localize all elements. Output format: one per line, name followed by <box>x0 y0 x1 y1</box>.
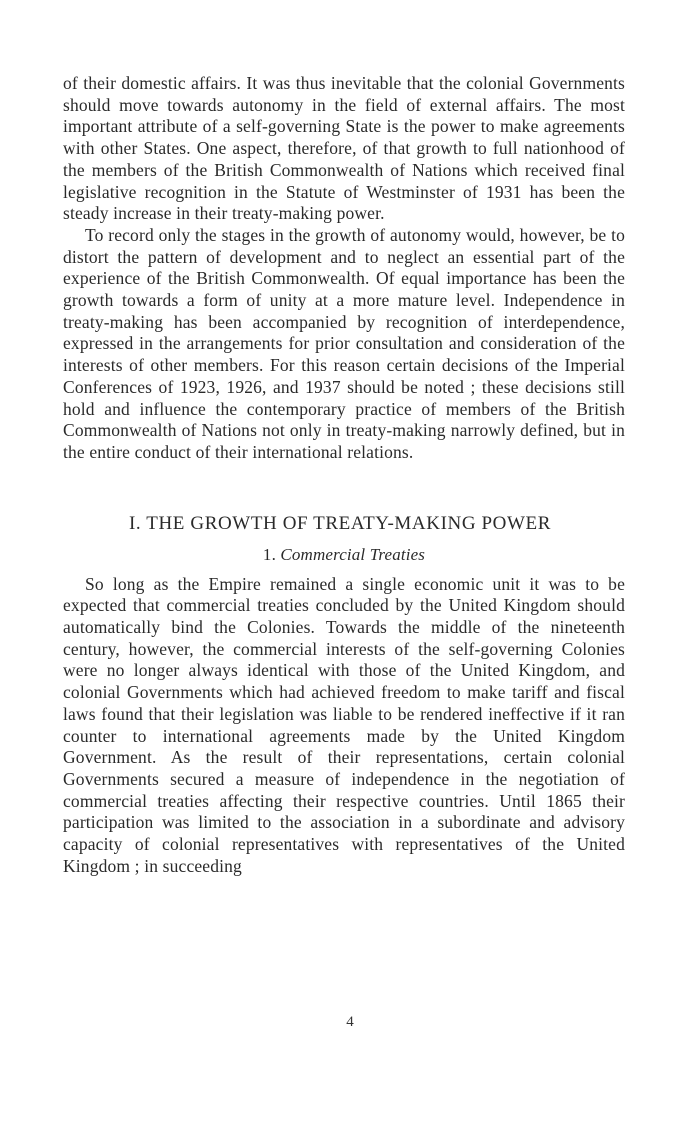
paragraph-single-economic-unit: So long as the Empire remained a single economic unit it was to be expected that commercial treaties concluded by the United Kingdom should automatically bind the Colonies. Towards the middle of the nineteenth century, however, the commercial interests of the self-governing Colonies were no longer always identical with those of the United Kingdom, and colonial Governments which had achieved freedom to make tariff and fiscal laws found that their legislation was liable to be rendered ineffective if it ran counter to international agreements made by the United Kingdom Government. As the result of their representations, certain colonial Governments secured a measure of independence in the negotiation of commercial treaties affecting their respective countries. Until 1865 their participation was limited to the association in a subordinate and advisory capacity of colonial representatives with representatives of the United Kingdom ; in succeeding <box>63 573 625 876</box>
page-body <box>63 73 625 878</box>
paragraph-domestic-affairs: of their domestic affairs. It was thus inevitable that the colonial Governments should move towards autonomy in the field of external affairs. The most important attribute of a self-governing State is the power to make agreements with other States. One aspect, therefore, of that growth to full nationhood of the members of the British Commonwealth of Nations which received final legislative recognition in the Statute of Westminster of 1931 has been the steady increase in their treaty-making power. <box>63 73 625 224</box>
page-number: 4 <box>346 1014 354 1030</box>
paragraph-record-stages: To record only the stages in the growth of autonomy would, however, be to distort the pattern of development and to neglect an essential part of the experience of the British Commonwealth. Of equal importance has been the growth towards a form of unity at a more mature level. Independence in treaty-making has been accompanied by recognition of interdependence, expressed in the arrangements for prior consultation and consideration of the interests of other members. For this reason certain decisions of the Imperial Conferences of 1923, 1926, and 1937 should be noted ; these decisions still hold and influence the contemporary practice of members of the British Commonwealth of Nations not only in treaty-making narrowly defined, but in the entire conduct of their international relations. <box>63 224 625 462</box>
subsection-number: 1. <box>262 544 276 564</box>
subsection-title: Commercial Treaties <box>280 544 426 564</box>
subsection-heading <box>63 544 625 566</box>
section-heading: I. THE GROWTH OF TREATY-MAKING POWER <box>129 512 551 534</box>
